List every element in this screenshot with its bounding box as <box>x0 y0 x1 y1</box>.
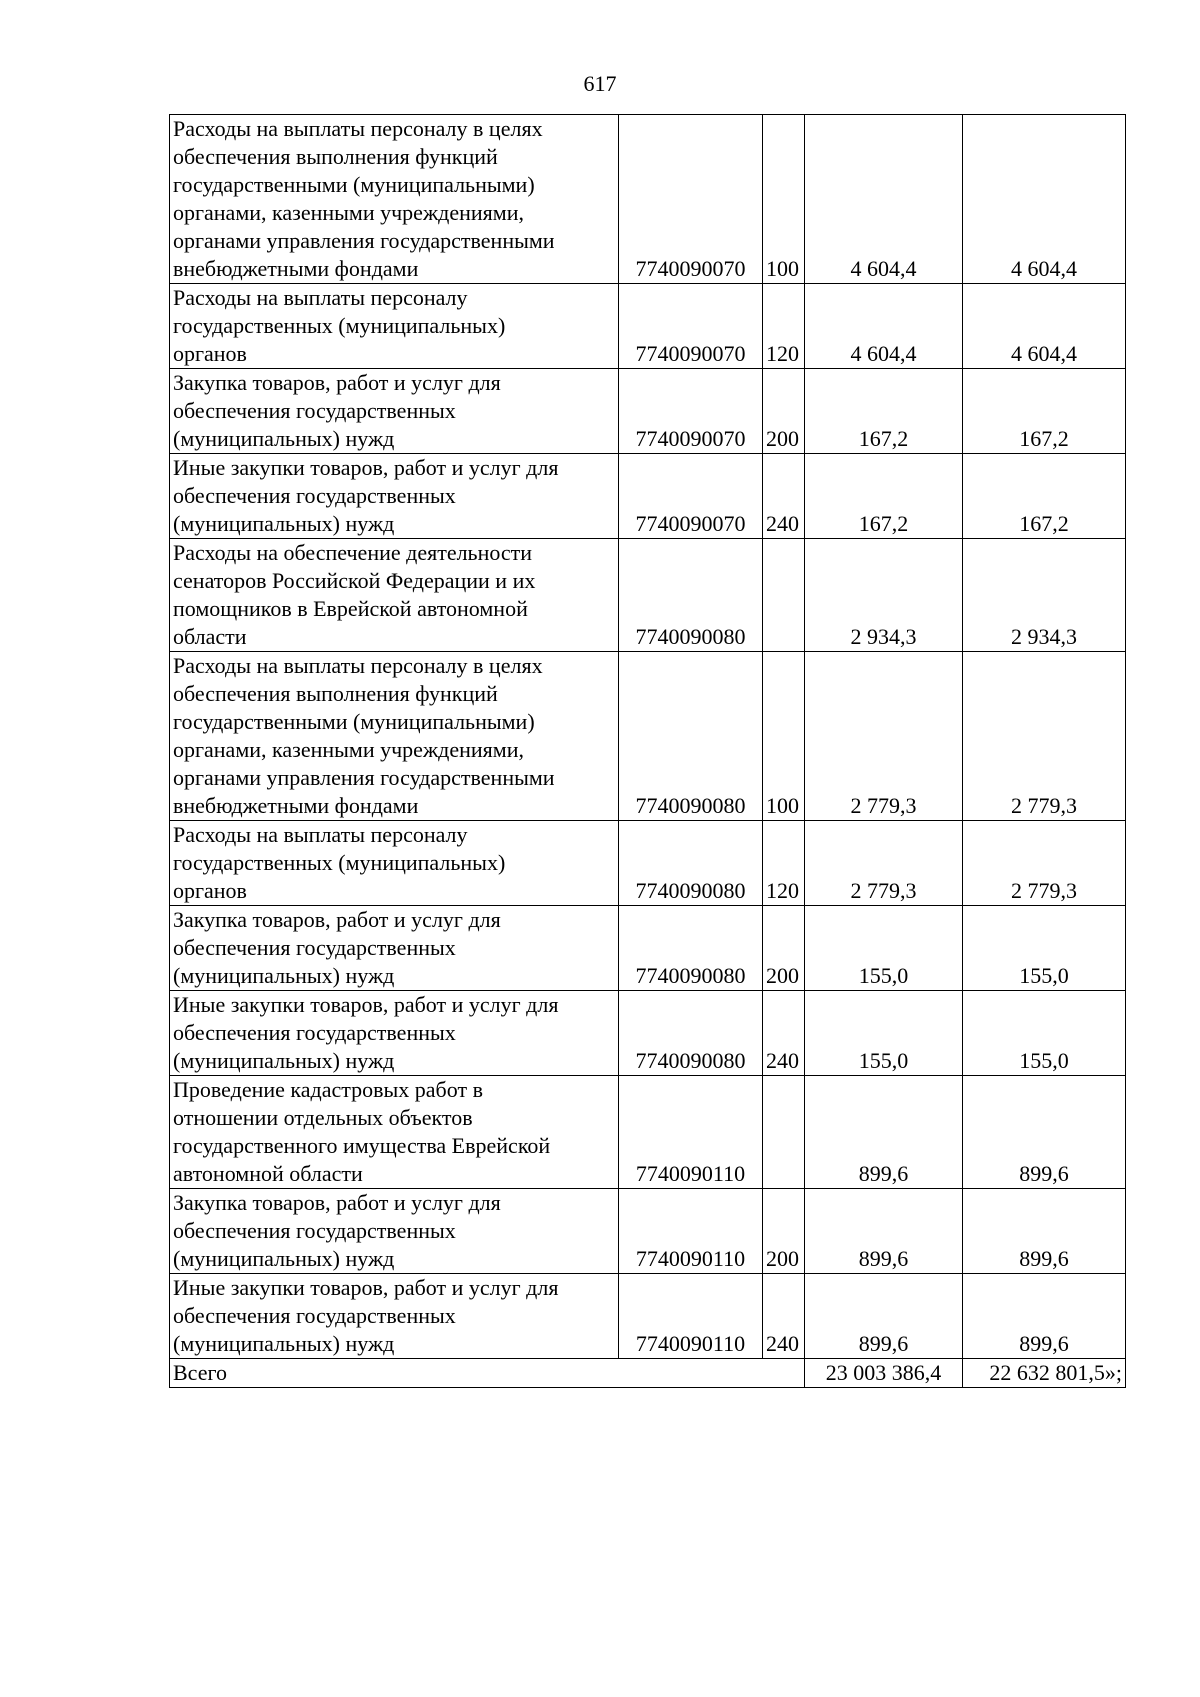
expense-name-cell <box>170 1189 619 1274</box>
budget-table <box>169 114 1126 1388</box>
expense-name-line: (муниципальных) нужд <box>173 1331 395 1356</box>
type-cell <box>763 539 805 652</box>
type-cell: 240 <box>763 991 805 1076</box>
expense-name-line: внебюджетными фондами <box>173 256 419 281</box>
value-1-cell: 167,2 <box>805 369 963 454</box>
expense-name-line: Иные закупки товаров, работ и услуг для <box>173 455 559 480</box>
code-cell: 7740090110 <box>619 1189 763 1274</box>
expense-name-line: автономной области <box>173 1161 363 1186</box>
value-2-cell: 167,2 <box>963 369 1126 454</box>
expense-name-line: Иные закупки товаров, работ и услуг для <box>173 1275 559 1300</box>
expense-name-cell <box>170 1076 619 1189</box>
expense-name-line: государственных (муниципальных) <box>173 850 506 875</box>
expense-name-line: (муниципальных) нужд <box>173 1048 395 1073</box>
value-2-cell: 4 604,4 <box>963 115 1126 284</box>
expense-name-cell <box>170 115 619 284</box>
value-2-cell: 2 779,3 <box>963 821 1126 906</box>
code-cell: 7740090080 <box>619 906 763 991</box>
type-cell: 240 <box>763 1274 805 1359</box>
value-1-cell: 4 604,4 <box>805 284 963 369</box>
expense-name-line: обеспечения выполнения функций <box>173 681 498 706</box>
expense-name-line: (муниципальных) нужд <box>173 963 395 988</box>
expense-name-line: обеспечения государственных <box>173 483 456 508</box>
expense-name-line: (муниципальных) нужд <box>173 426 395 451</box>
expense-name-line: Проведение кадастровых работ в <box>173 1077 483 1102</box>
code-cell: 7740090080 <box>619 821 763 906</box>
table-row <box>170 115 1126 284</box>
expense-name-cell <box>170 454 619 539</box>
expense-name-line: обеспечения государственных <box>173 1020 456 1045</box>
expense-name-line: помощников в Еврейской автономной <box>173 596 528 621</box>
table-row <box>170 991 1126 1076</box>
expense-name-line: отношении отдельных объектов <box>173 1105 473 1130</box>
type-cell: 200 <box>763 369 805 454</box>
expense-name-line: Расходы на выплаты персоналу <box>173 822 468 847</box>
value-1-cell: 2 779,3 <box>805 652 963 821</box>
expense-name-line: Закупка товаров, работ и услуг для <box>173 1190 501 1215</box>
expense-name-line: Закупка товаров, работ и услуг для <box>173 370 501 395</box>
expense-name-line: органов <box>173 878 247 903</box>
value-1-cell: 899,6 <box>805 1189 963 1274</box>
expense-name-cell <box>170 1274 619 1359</box>
expense-name-line: государственных (муниципальных) <box>173 313 506 338</box>
value-1-cell: 899,6 <box>805 1274 963 1359</box>
code-cell: 7740090080 <box>619 991 763 1076</box>
expense-name-line: сенаторов Российской Федерации и их <box>173 568 536 593</box>
code-cell: 7740090080 <box>619 652 763 821</box>
value-2-cell: 2 934,3 <box>963 539 1126 652</box>
code-cell: 7740090070 <box>619 454 763 539</box>
value-2-cell: 899,6 <box>963 1076 1126 1189</box>
expense-name-cell <box>170 369 619 454</box>
value-2-cell: 4 604,4 <box>963 284 1126 369</box>
value-1-cell: 155,0 <box>805 906 963 991</box>
expense-name-line: (муниципальных) нужд <box>173 1246 395 1271</box>
expense-name-line: обеспечения государственных <box>173 1303 456 1328</box>
expense-name-line: Расходы на выплаты персоналу <box>173 285 468 310</box>
value-2-cell: 155,0 <box>963 906 1126 991</box>
type-cell: 100 <box>763 652 805 821</box>
type-cell: 100 <box>763 115 805 284</box>
value-2-cell: 155,0 <box>963 991 1126 1076</box>
table-body <box>170 115 1126 1388</box>
expense-name-line: органов <box>173 341 247 366</box>
table-row <box>170 821 1126 906</box>
type-cell: 120 <box>763 284 805 369</box>
type-cell: 200 <box>763 1189 805 1274</box>
expense-name-line: (муниципальных) нужд <box>173 511 395 536</box>
code-cell: 7740090070 <box>619 369 763 454</box>
total-value-1: 23 003 386,4 <box>805 1359 963 1388</box>
value-1-cell: 2 779,3 <box>805 821 963 906</box>
expense-name-cell <box>170 284 619 369</box>
code-cell: 7740090110 <box>619 1076 763 1189</box>
expense-name-line: обеспечения государственных <box>173 935 456 960</box>
table-row <box>170 369 1126 454</box>
total-value-2: 22 632 801,5»; <box>963 1359 1126 1388</box>
code-cell: 7740090070 <box>619 115 763 284</box>
value-2-cell: 167,2 <box>963 454 1126 539</box>
expense-name-line: органами, казенными учреждениями, <box>173 737 524 762</box>
value-2-cell: 899,6 <box>963 1274 1126 1359</box>
type-cell: 240 <box>763 454 805 539</box>
expense-name-line: Расходы на выплаты персоналу в целях <box>173 116 543 141</box>
code-cell: 7740090110 <box>619 1274 763 1359</box>
expense-name-line: обеспечения выполнения функций <box>173 144 498 169</box>
expense-name-line: государственными (муниципальными) <box>173 172 535 197</box>
total-row <box>170 1359 1126 1388</box>
expense-name-line: внебюджетными фондами <box>173 793 419 818</box>
expense-name-line: Закупка товаров, работ и услуг для <box>173 907 501 932</box>
expense-name-line: органами управления государственными <box>173 228 555 253</box>
expense-name-line: обеспечения государственных <box>173 398 456 423</box>
expense-name-cell <box>170 991 619 1076</box>
value-1-cell: 899,6 <box>805 1076 963 1189</box>
type-cell: 120 <box>763 821 805 906</box>
value-2-cell: 2 779,3 <box>963 652 1126 821</box>
value-1-cell: 167,2 <box>805 454 963 539</box>
value-2-cell: 899,6 <box>963 1189 1126 1274</box>
table-row <box>170 454 1126 539</box>
table-row <box>170 906 1126 991</box>
expense-name-line: Иные закупки товаров, работ и услуг для <box>173 992 559 1017</box>
expense-name-cell <box>170 539 619 652</box>
table-row <box>170 539 1126 652</box>
code-cell: 7740090080 <box>619 539 763 652</box>
total-label: Всего <box>170 1359 805 1388</box>
expense-name-line: государственными (муниципальными) <box>173 709 535 734</box>
expense-name-cell <box>170 652 619 821</box>
table-row <box>170 1076 1126 1189</box>
expense-name-cell <box>170 821 619 906</box>
value-1-cell: 2 934,3 <box>805 539 963 652</box>
expense-name-cell <box>170 906 619 991</box>
expense-name-line: органами управления государственными <box>173 765 555 790</box>
expense-name-line: области <box>173 624 247 649</box>
expense-name-line: Расходы на выплаты персоналу в целях <box>173 653 543 678</box>
value-1-cell: 4 604,4 <box>805 115 963 284</box>
value-1-cell: 155,0 <box>805 991 963 1076</box>
expense-name-line: Расходы на обеспечение деятельности <box>173 540 533 565</box>
type-cell <box>763 1076 805 1189</box>
table-row <box>170 652 1126 821</box>
table-row <box>170 284 1126 369</box>
type-cell: 200 <box>763 906 805 991</box>
page-number: 617 <box>583 71 617 96</box>
expense-name-line: органами, казенными учреждениями, <box>173 200 524 225</box>
expense-name-line: обеспечения государственных <box>173 1218 456 1243</box>
code-cell: 7740090070 <box>619 284 763 369</box>
table-row <box>170 1274 1126 1359</box>
expense-name-line: государственного имущества Еврейской <box>173 1133 551 1158</box>
table-row <box>170 1189 1126 1274</box>
